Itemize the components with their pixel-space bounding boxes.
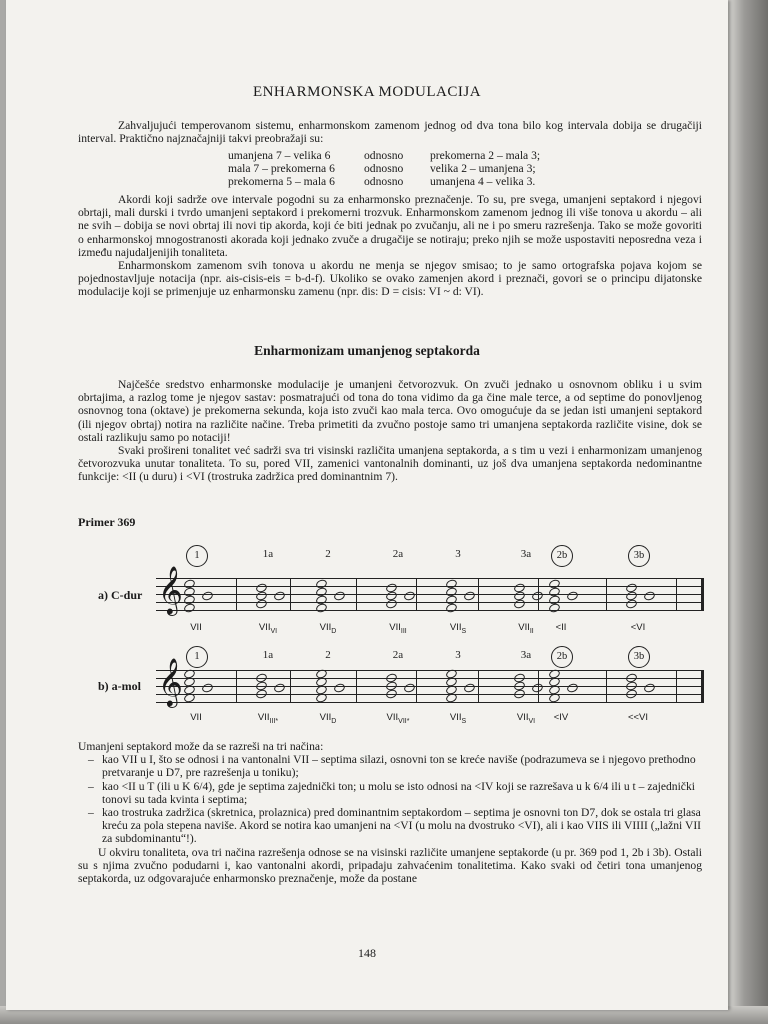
note-head [643, 590, 656, 601]
music-staff [156, 660, 704, 706]
note-head [513, 598, 526, 609]
barline [356, 578, 357, 611]
barline [606, 578, 607, 611]
note-head [273, 682, 286, 693]
barline [701, 578, 704, 611]
staff-line [156, 602, 704, 603]
note-head [333, 590, 346, 601]
note-head [513, 688, 526, 699]
barline [236, 578, 237, 611]
barline [416, 670, 417, 703]
staff-line [156, 594, 704, 595]
barline [356, 670, 357, 703]
chord-function-label: $VII_{III*}$ [257, 712, 279, 725]
barline [701, 670, 704, 703]
barline [416, 578, 417, 611]
chord-function-label: $VII_D$ [319, 622, 337, 635]
staff-line [156, 586, 704, 587]
note-head [385, 598, 398, 609]
note-head [201, 682, 214, 693]
staff-line [156, 678, 704, 679]
example-column-label: 3a [520, 649, 532, 661]
example-column-label: 1 [186, 545, 208, 567]
page-number: 148 [358, 946, 376, 960]
treble-clef-icon: 𝄞 [158, 660, 183, 706]
resolution-item: – kao VII u I, što se odnosi i na vantonalni VII – septima silazi, osnovni ton se kreće naviše (podrazumeva se i njegovo prethodno pretvaranje u D7, pre razrešenja u toniku); [88, 753, 702, 779]
note-head [385, 688, 398, 699]
chord-function-label: <VI [630, 622, 646, 633]
resolution-item: – kao <II u T (ili u K 6/4), gde je septima zajednički ton; u molu se isto odnosi na <IV koji se razrešava u k 6/4 ili u t – zajednički tonovi su tada kvinta i septima; [88, 780, 702, 806]
chord-function-label: $VII_{VI}$ [258, 622, 278, 635]
chord-function-label: $VII_S$ [449, 712, 467, 725]
page-title: ENHARMONSKA MODULACIJA [252, 84, 482, 100]
note-head [625, 598, 638, 609]
staff-line [156, 686, 704, 687]
note-head [643, 682, 656, 693]
note-head [273, 590, 286, 601]
equivalence-row: umanjena 7 – velika 6 odnosno prekomerna 2 – mala 3; [228, 149, 541, 162]
barline [290, 578, 291, 611]
resolution-intro: Umanjeni septakord može da se razreši na tri načina: [78, 740, 324, 753]
chord-function-label: <IV [553, 712, 569, 723]
chord-function-label: $VII_{III}$ [389, 622, 407, 635]
note-head [403, 590, 416, 601]
chord-function-label: $VII_S$ [449, 622, 467, 635]
interval-equivalences [228, 149, 540, 189]
barline [236, 670, 237, 703]
staff-line [156, 694, 704, 695]
barline [478, 578, 479, 611]
note-head [463, 682, 476, 693]
staff-label: b) a-mol [98, 679, 141, 693]
example-column-label: 2b [551, 545, 573, 567]
staff-line [156, 702, 704, 703]
note-head [445, 602, 458, 613]
staff-line [156, 670, 704, 671]
example-column-label: 2a [392, 548, 404, 560]
section-paragraphs: Najčešće sredstvo enharmonske modulacije je umanjeni četvorozvuk. On zvuči jednako u osnovnom obliku i u svim obrtajima, a razlog tome je njegov sastav: posmatrajući od tona do tona vidimo da ga čine male terce, a od septime do ponovljenog osnovnog tona (oktave) je prekomerna sekunda, koja isto zvuči kao mala terca. Ovo omogućuje da se jedan isti umanjeni septakord (ili njegov obrtaj) notira na različite načine. Treba primetiti da zvučno postoje samo tri umanjena septakorda različite visine, dok se ostali razlikuju samo po notaciji! Svaki prošireni tonalitet već sadrži sva tri visinski različita umanjena septakorda, a s tim u vezi i enharmonizam umanjenog četvorozvuka unutar tonaliteta. To su, pored VII, zamenici vantonalnih dominanti, uz još dva umanjena septakorda nedominantne funkcije: <II (u duru) i <VI (trostruka zadržica pred dominantnim 7). [78, 378, 702, 484]
note-head [333, 682, 346, 693]
chord-function-label: $VII_D$ [319, 712, 337, 725]
barline [676, 670, 677, 703]
resolution-list [78, 740, 702, 886]
example-column-label: 3 [455, 548, 461, 560]
section-heading: Enharmonizam umanjenog septakorda [254, 343, 480, 358]
note-head [255, 598, 268, 609]
chord-function-label: VII [190, 622, 202, 633]
note-head [531, 682, 544, 693]
barline [478, 670, 479, 703]
note-head [566, 682, 579, 693]
example-column-label: 3a [520, 548, 532, 560]
book-spine [728, 0, 768, 1024]
example-column-label: 2 [325, 649, 331, 661]
music-staff [156, 568, 704, 614]
staff-line [156, 610, 704, 611]
chord-function-label: <II [555, 622, 567, 633]
example-column-label: 1 [186, 646, 208, 668]
chord-function-label: $VII_{II}$ [518, 622, 534, 635]
example-column-label: 1a [262, 548, 274, 560]
example-column-label: 2a [392, 649, 404, 661]
example-column-label: 3 [455, 649, 461, 661]
example-column-label: 3b [628, 646, 650, 668]
example-column-label: 1a [262, 649, 274, 661]
note-head [463, 590, 476, 601]
treble-clef-icon: 𝄞 [158, 568, 183, 614]
resolution-item: – kao trostruka zadržica (skretnica, prolaznica) pred dominantnim septakordom – septima je osnovni ton D7, dok se ostala tri glasa kreću za pola stepena naviše. Akord se notira kao umanjeni na <VI (u molu na dvostruko <VI), ali i kao VIIS ili VIIII („lažni VII za subdominantu“!). [88, 806, 702, 846]
note-head [531, 590, 544, 601]
note-head [255, 688, 268, 699]
note-head [201, 590, 214, 601]
note-head [403, 682, 416, 693]
example-column-label: 3b [628, 545, 650, 567]
barline [676, 578, 677, 611]
book-page [6, 0, 728, 1010]
staff-line [156, 578, 704, 579]
note-head [183, 602, 196, 613]
note-head [315, 602, 328, 613]
note-head [548, 602, 561, 613]
example-column-label: 2 [325, 548, 331, 560]
intro-paragraph-1: Zahvaljujući temperovanom sistemu, enharmonskom zamenom jednog od dva tona bilo kog intervala dobija se drugačiji interval. Praktično najznačajniji takvi preobražaji su: [78, 119, 702, 146]
barline [290, 670, 291, 703]
chord-function-label: $VII_{VII*}$ [386, 712, 410, 725]
staff-label: a) C-dur [98, 588, 143, 602]
example-column-label: 2b [551, 646, 573, 668]
note-head [625, 688, 638, 699]
intro-paragraphs-2-3: Akordi koji sadrže ove intervale pogodni su za enharmonsko preznačenje. To su, pre svega, umanjeni septakord i njegovi obrtaji, mali durski i tvrdo umanjeni septakord i prekomerni trozvuk. Enharmonskom zamenom jednog ili više tonova u akordu – ali ne svih – dobija se novi obrtaj ili novi tip akorda, koji će biti jednak po zvučanju, ali ne i po smeru razrešenja. Tako se može govoriti o enharmonskoj mnogostranosti akorada koji jednako zvuče a drugačije se notiraju; preko njih se može uspostaviti neposredna veza i između najudaljenijih tonaliteta. Enharmonskom zamenom svih tonova u akordu ne menja se njegov smisao; to je samo ortografska pojava kojom se pojednostavljuje notacija (npr. ais-cisis-eis = b-d-f). Ukoliko se ovako zamenjen akord i preznači, govori se o principu dijatonske modulacije koji se primenjuje uz enharmonsku zamenu (npr. dis: D = cisis: VI ~ d: VI). [78, 193, 702, 299]
chord-function-label: $VII_{VI}$ [516, 712, 536, 725]
chord-function-label: VII [190, 712, 202, 723]
equivalence-row: mala 7 – prekomerna 6 odnosno velika 2 – umanjena 3; [228, 162, 536, 176]
chord-function-label: <<VI [627, 712, 649, 723]
barline [606, 670, 607, 703]
example-label: Primer 369 [78, 515, 136, 529]
equivalence-row: prekomerna 5 – mala 6 odnosno umanjena 4 – velika 3. [228, 175, 536, 189]
closing-paragraph: U okviru tonaliteta, ova tri načina razrešenja odnose se na visinski različite umanjene septakorde (u pr. 369 pod 1, 2b i 3b). Ostali su s njima zvučno podudarni i, kao vantonalni akordi, pripadaju zahvaćenim tonalitetima. Kako svaki od četiri tona umanjenog septakorda, uz odgovarajuće enharmonsko preznačenje, može da postane [78, 845, 702, 886]
note-head [566, 590, 579, 601]
